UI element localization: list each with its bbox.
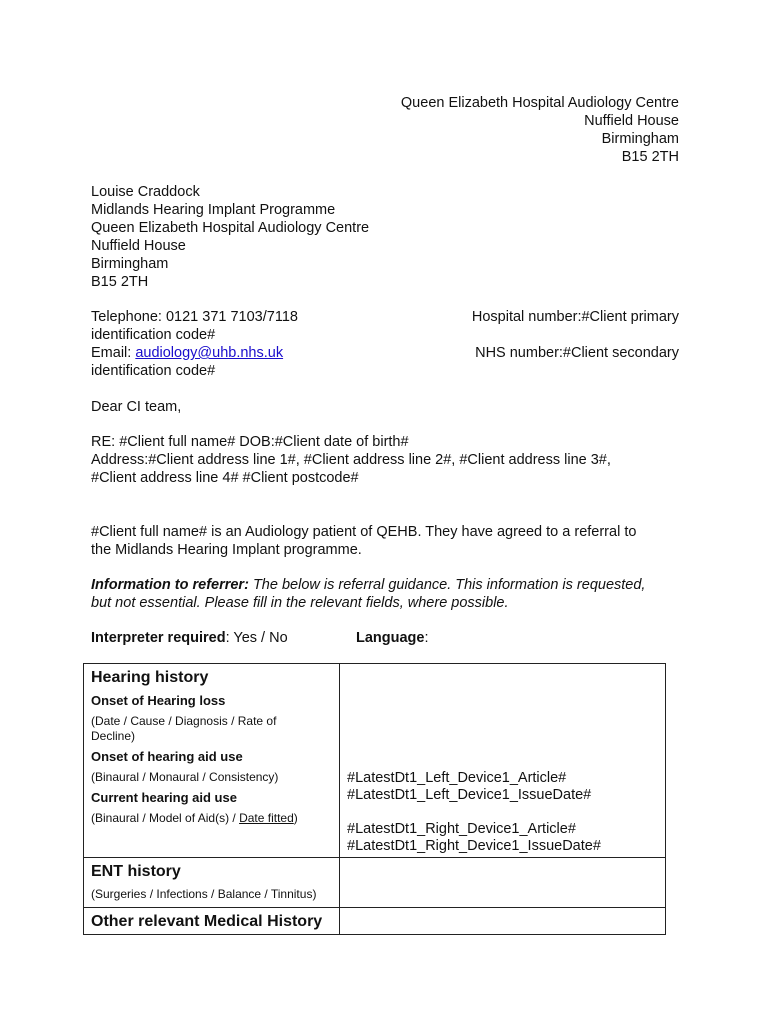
- onset-hearing-loss-hint: [91, 714, 332, 744]
- re-address: Address:#Client address line 1#, #Client address line 2#, #Client address line 3#,: [91, 452, 611, 468]
- info-line: but not essential. Please fill in the relevant fields, where possible.: [91, 595, 509, 611]
- left-device-issue-date: #LatestDt1_Left_Device1_IssueDate#: [347, 787, 592, 803]
- email-label: Email:: [91, 345, 136, 361]
- info-text: The below is referral guidance. This information is requested,: [248, 577, 646, 593]
- language-label: Language: [356, 630, 425, 646]
- intro-line: the Midlands Hearing Implant programme.: [91, 542, 362, 558]
- onset-hearing-loss-label: Onset of Hearing loss: [91, 693, 226, 708]
- hint-line: (Date / Cause / Diagnosis / Rate of: [91, 714, 277, 728]
- ent-history-row: [84, 858, 666, 908]
- recipient-line: Birmingham: [91, 256, 169, 272]
- other-history-labels: [84, 908, 340, 935]
- other-history-value[interactable]: [340, 908, 666, 935]
- language-colon: :: [424, 630, 429, 646]
- hint-text: ): [293, 811, 298, 825]
- onset-aid-hint: (Binaural / Monaural / Consistency): [91, 770, 279, 784]
- hint-line: Decline): [91, 729, 136, 743]
- email-link[interactable]: audiology@uhb.nhs.uk: [135, 345, 284, 361]
- recipient-line: Nuffield House: [91, 238, 186, 254]
- sender-line: Nuffield House: [584, 113, 679, 129]
- left-device-article: #LatestDt1_Left_Device1_Article#: [347, 770, 567, 786]
- hearing-history-title: Hearing history: [91, 669, 209, 686]
- recipient-line: B15 2TH: [91, 274, 149, 290]
- current-aid-label: Current hearing aid use: [91, 790, 237, 805]
- ent-history-title: ENT history: [91, 863, 181, 880]
- left-device-block: [347, 770, 658, 804]
- current-aid-hint: [91, 811, 332, 826]
- interpreter-row: [91, 629, 681, 647]
- nhs-number: NHS number:#Client secondary: [475, 345, 679, 361]
- sender-line: Queen Elizabeth Hospital Audiology Centre: [400, 95, 679, 111]
- ent-history-value[interactable]: [340, 858, 666, 908]
- re-line: RE: #Client full name# DOB:#Client date of birth#: [91, 434, 409, 450]
- referrer-info: [91, 576, 681, 612]
- language-field: [356, 629, 429, 647]
- telephone: Telephone: 0121 371 7103/7118: [91, 309, 298, 325]
- info-line: [91, 576, 681, 594]
- sender-line: B15 2TH: [621, 149, 679, 165]
- recipient-line: Queen Elizabeth Hospital Audiology Centre: [91, 220, 370, 236]
- ent-history-labels: [84, 858, 340, 908]
- right-device-article: #LatestDt1_Right_Device1_Article#: [347, 821, 576, 837]
- hospital-number: Hospital number:#Client primary: [471, 309, 679, 325]
- other-history-row: [84, 908, 666, 935]
- hearing-history-row: [84, 664, 666, 858]
- date-fitted-text: Date fitted: [239, 811, 294, 825]
- onset-aid-label: Onset of hearing aid use: [91, 749, 243, 764]
- right-device-block: [347, 821, 658, 855]
- patient-numbers: [472, 308, 679, 362]
- greeting: Dear CI team,: [91, 399, 182, 415]
- info-label: Information to referrer:: [91, 577, 249, 593]
- email-continuation: identification code#: [91, 363, 216, 379]
- sender-address: [401, 94, 679, 166]
- telephone-continuation: identification code#: [91, 327, 216, 343]
- other-history-title: Other relevant Medical History: [91, 913, 323, 930]
- hearing-history-values[interactable]: [340, 664, 666, 858]
- re-block: [91, 433, 681, 487]
- re-address: #Client address line 4# #Client postcode#: [91, 470, 359, 486]
- ent-history-hint: (Surgeries / Infections / Balance / Tinnitus): [91, 887, 317, 901]
- interpreter-value: : Yes / No: [225, 630, 288, 646]
- contact-details: [91, 308, 391, 380]
- interpreter-label: Interpreter required: [91, 630, 226, 646]
- recipient-line: Louise Craddock: [91, 184, 200, 200]
- email-line: [91, 344, 391, 362]
- intro-paragraph: [91, 523, 681, 559]
- hint-text: (Binaural / Model of Aid(s) /: [91, 811, 240, 825]
- hearing-history-labels: [84, 664, 340, 858]
- recipient-line: Midlands Hearing Implant Programme: [91, 202, 336, 218]
- right-device-issue-date: #LatestDt1_Right_Device1_IssueDate#: [347, 838, 601, 854]
- recipient-address: [91, 183, 369, 291]
- intro-line: #Client full name# is an Audiology patient of QEHB. They have agreed to a referral to: [91, 524, 637, 540]
- history-table: [83, 663, 666, 935]
- sender-line: Birmingham: [601, 131, 679, 147]
